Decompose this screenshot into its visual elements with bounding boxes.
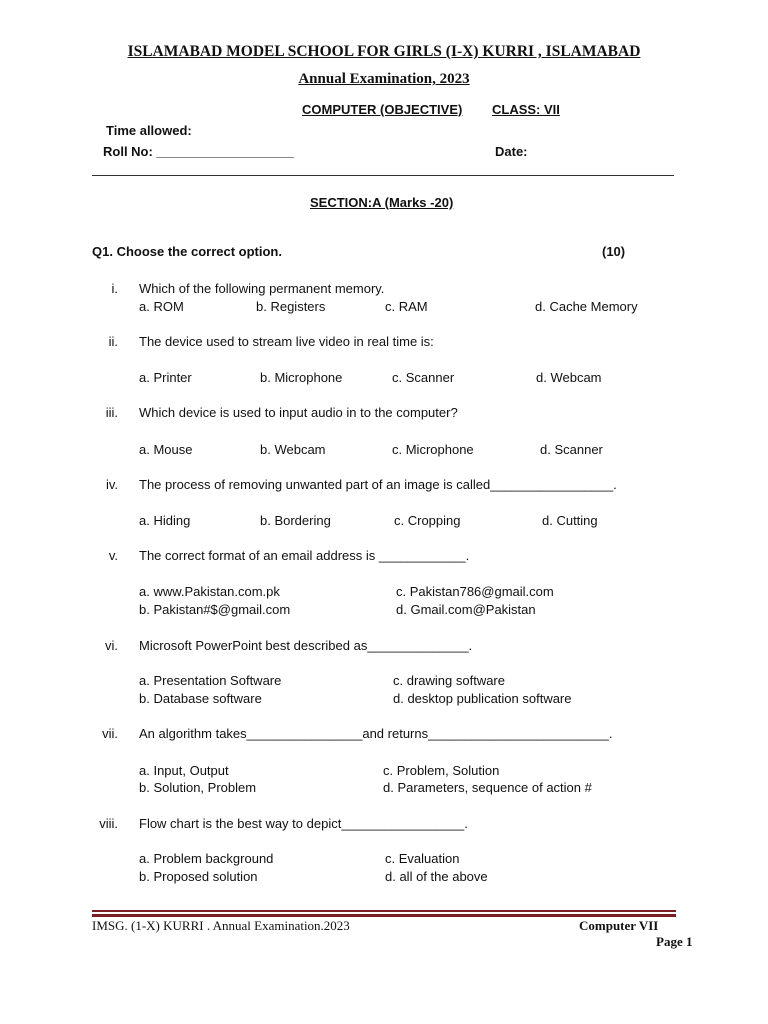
option-d: d. all of the above (385, 869, 488, 884)
option-d: d. Cutting (542, 513, 598, 528)
option-b: b. Solution, Problem (139, 780, 257, 795)
option-c: c. Pakistan786@gmail.com (396, 584, 554, 599)
question-number: iv. (105, 477, 118, 492)
question-text: Which device is used to input audio in to the computer? (139, 405, 458, 420)
option-a: a. www.Pakistan.com.pk (139, 584, 280, 599)
question-number: v. (108, 548, 118, 563)
footer-subject: Computer VII (579, 918, 659, 933)
option-b: b. Microphone (260, 370, 343, 385)
question-number: ii. (108, 334, 118, 349)
question-marks: (10) (602, 244, 626, 259)
option-c: c. Problem, Solution (383, 763, 500, 778)
question-text: Flow chart is the best way to depict_________________. (139, 816, 468, 831)
option-b: b. Registers (256, 299, 326, 314)
footer-line-top (92, 910, 676, 912)
class-label: CLASS: VII (492, 102, 560, 117)
option-b: b. Bordering (260, 513, 331, 528)
option-b: b. Database software (139, 691, 262, 706)
question-number: i. (111, 281, 118, 296)
footer-line-bottom (92, 914, 676, 917)
option-a: a. Presentation Software (139, 673, 282, 688)
option-b: b. Webcam (260, 442, 326, 457)
option-c: c. Scanner (392, 370, 455, 385)
question-text: Which of the following permanent memory. (139, 281, 385, 296)
exam-title: Annual Examination, 2023 (298, 71, 470, 87)
question-text: Microsoft PowerPoint best described as______________. (139, 638, 473, 653)
option-d: d. Webcam (536, 370, 602, 385)
question-number: vii. (102, 726, 118, 741)
question-number: iii. (105, 405, 118, 420)
option-c: c. Microphone (392, 442, 474, 457)
page-number: Page 1 (656, 934, 693, 949)
question-text: An algorithm takes________________and returns_________________________. (139, 726, 613, 741)
option-b: b. Proposed solution (139, 869, 258, 884)
option-d: d. Scanner (540, 442, 603, 457)
header-divider (92, 175, 674, 176)
option-b: b. Pakistan#$@gmail.com (139, 602, 291, 617)
option-c: c. drawing software (393, 673, 505, 688)
question-text: The correct format of an email address is ____________. (139, 548, 470, 563)
option-a: a. Input, Output (139, 763, 229, 778)
school-name: ISLAMABAD MODEL SCHOOL FOR GIRLS (I-X) KURRI , ISLAMABAD (127, 43, 641, 60)
option-d: d. Parameters, sequence of action # (383, 780, 592, 795)
option-a: a. Hiding (139, 513, 191, 528)
question-heading: Q1. Choose the correct option. (92, 244, 282, 259)
option-d: d. Gmail.com@Pakistan (396, 602, 536, 617)
option-a: a. Mouse (139, 442, 193, 457)
option-d: d. desktop publication software (393, 691, 572, 706)
option-a: a. Printer (139, 370, 192, 385)
option-d: d. Cache Memory (535, 299, 638, 314)
question-text: The process of removing unwanted part of an image is called_________________. (139, 477, 617, 492)
option-c: c. Cropping (394, 513, 461, 528)
question-text: The device used to stream live video in real time is: (139, 334, 434, 349)
option-c: c. RAM (385, 299, 428, 314)
subject-label: COMPUTER (OBJECTIVE) (302, 102, 463, 117)
roll-no-label: Roll No: ___________________ (103, 144, 294, 159)
option-a: a. Problem background (139, 851, 274, 866)
section-title: SECTION:A (Marks -20) (310, 195, 454, 210)
date-label: Date: (495, 144, 528, 159)
question-number: viii. (99, 816, 118, 831)
time-allowed-label: Time allowed: (106, 123, 192, 138)
option-a: a. ROM (139, 299, 184, 314)
question-number: vi. (105, 638, 118, 653)
option-c: c. Evaluation (385, 851, 460, 866)
footer-left: IMSG. (1-X) KURRI . Annual Examination.2023 (92, 918, 350, 933)
